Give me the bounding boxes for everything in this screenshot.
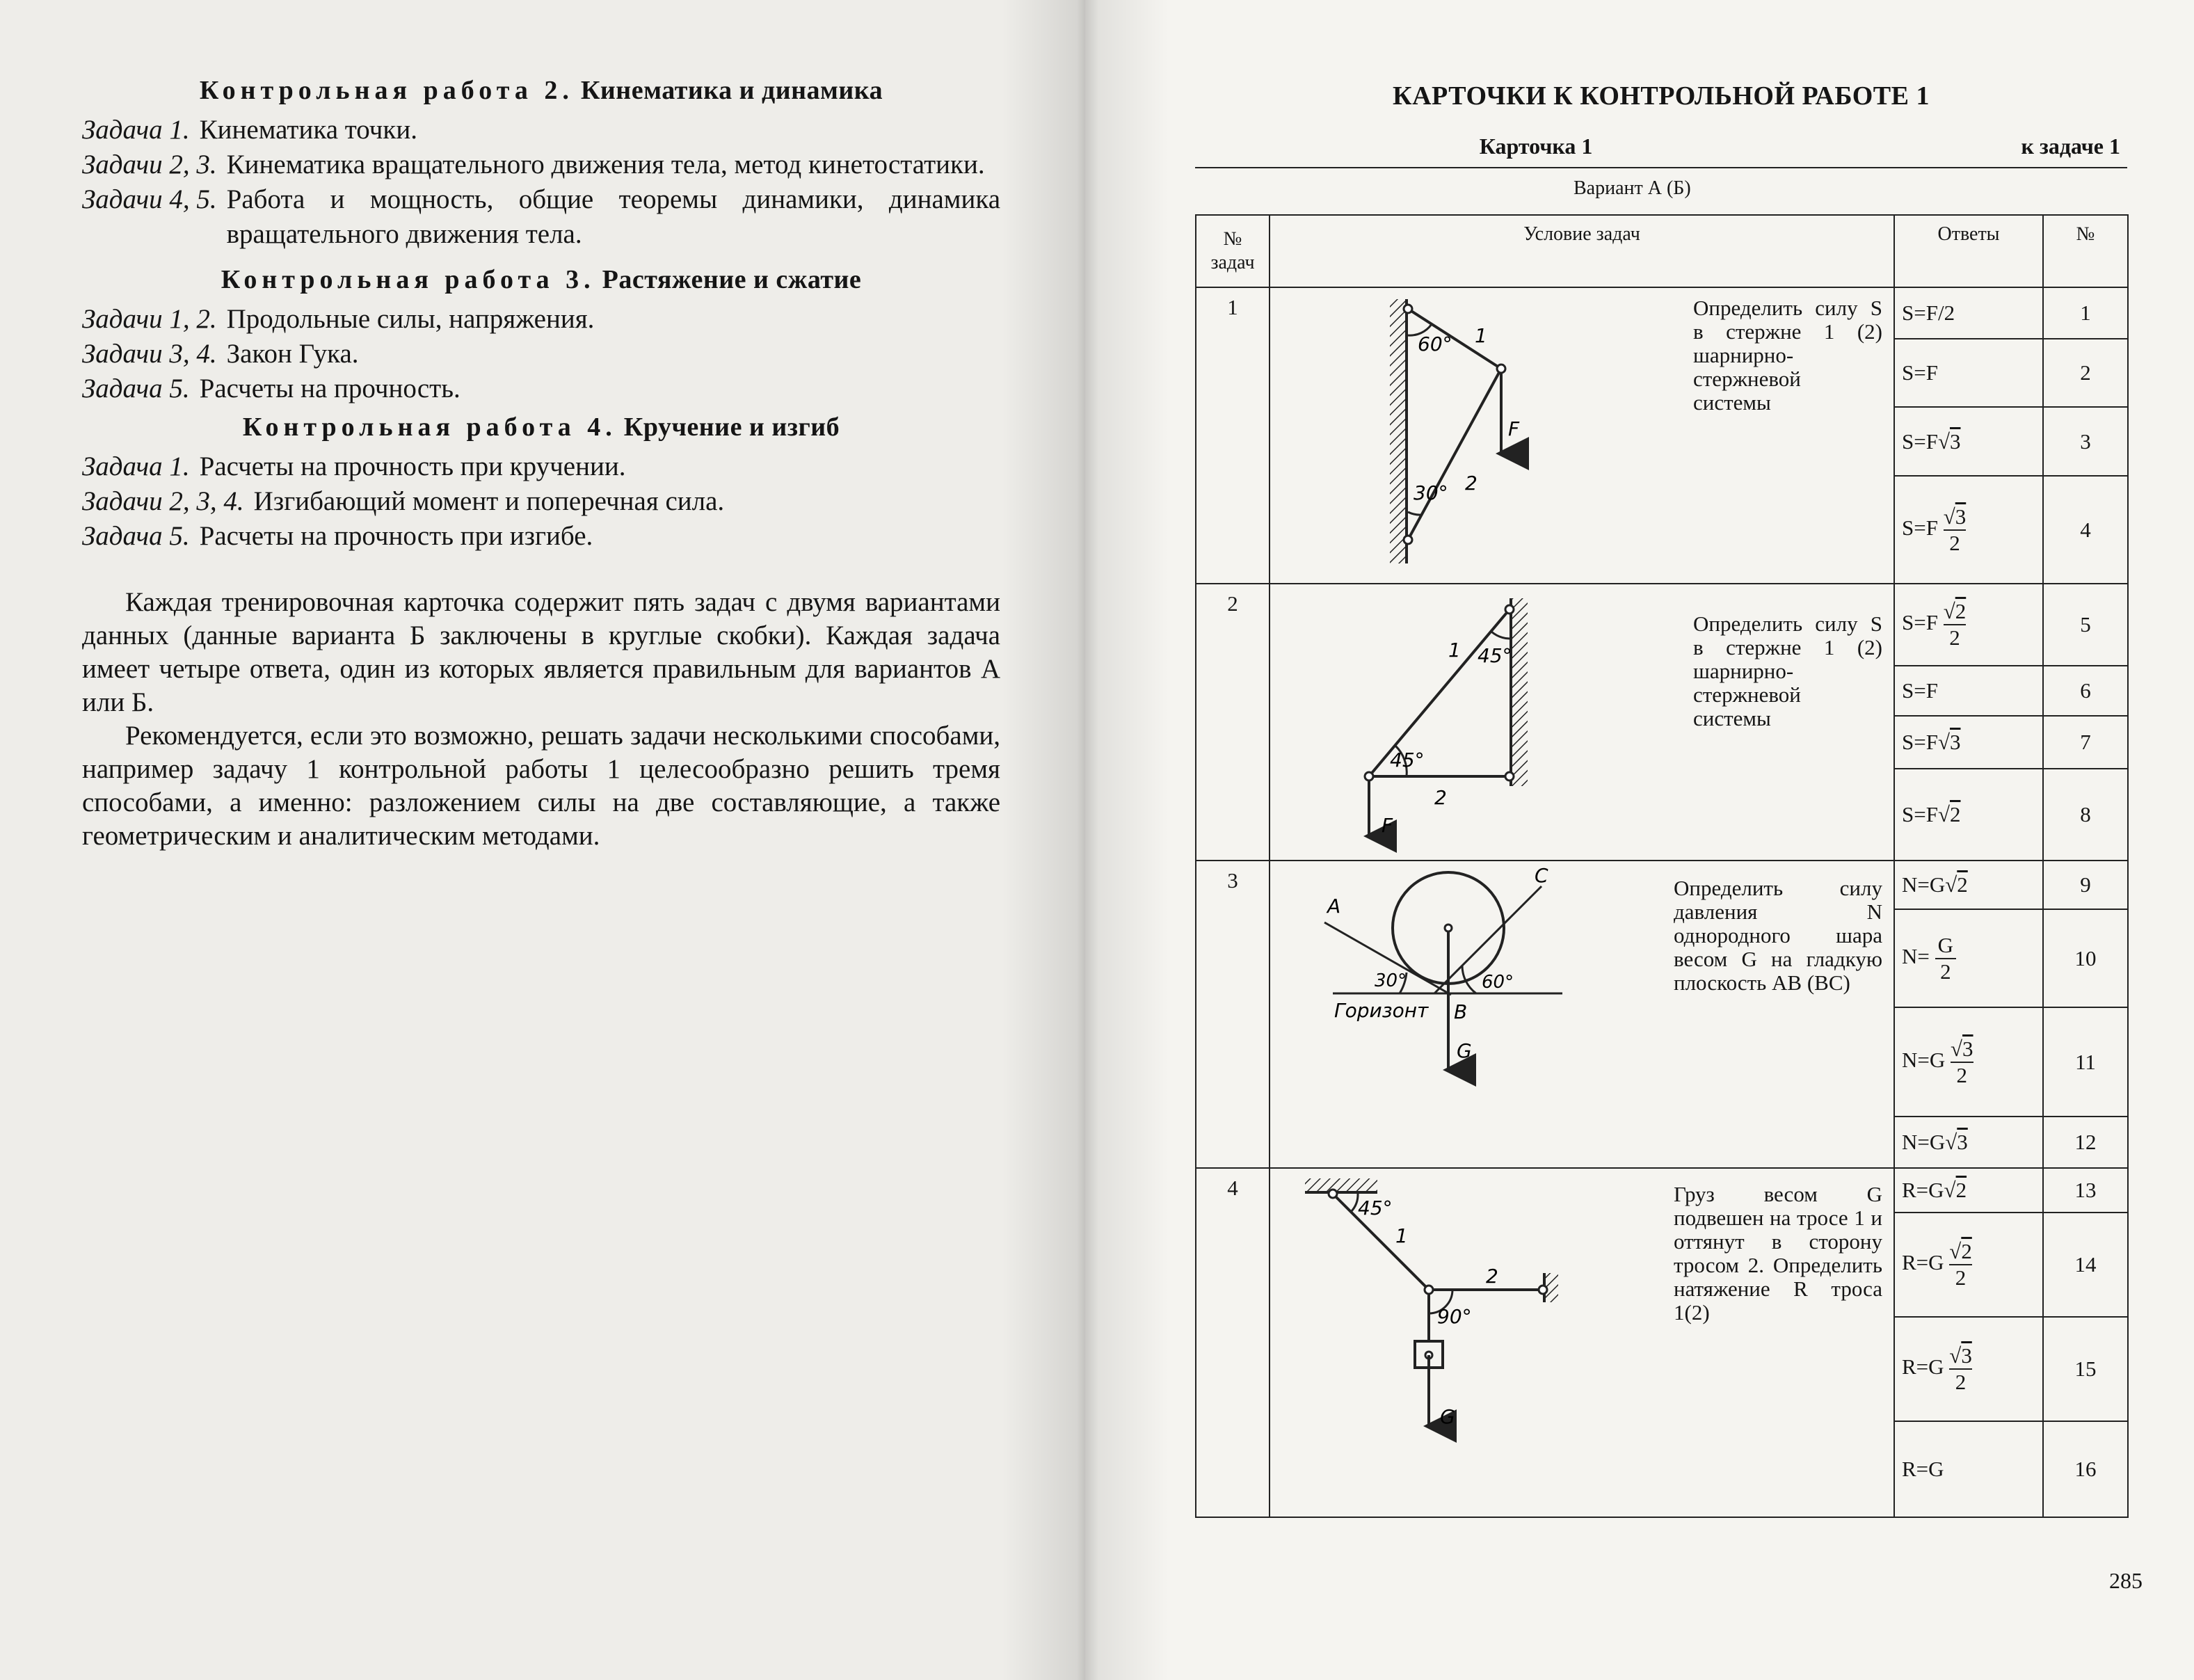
answer-formula: S=F	[1902, 678, 1938, 703]
task-label: Задача 1.	[82, 115, 190, 145]
intro-paragraph: Каждая тренировочная карточка содержит пять задач с двумя вариантами данных (данные варианта Б заключены в круглые скобки). Каждая задача имеет четыре ответа, один из которых является правильным для вариантов А или Б.	[82, 587, 1000, 717]
table-row	[1196, 287, 2128, 339]
task-text: Работа и мощность, общие теоремы динамики, динамика вращательного движения тела.	[226, 184, 1000, 249]
answer-number: 12	[2043, 1117, 2128, 1168]
answer-formula: S=F/2	[1902, 300, 1955, 325]
wall-hatch	[1512, 598, 1528, 786]
answer-number: 5	[2043, 584, 2128, 666]
task-text: Расчеты на прочность при кручении.	[199, 451, 626, 481]
hinge	[1505, 772, 1514, 781]
answer-number: 16	[2043, 1421, 2128, 1517]
fraction	[1949, 1343, 1972, 1395]
answer-number: 15	[2043, 1317, 2128, 1421]
answer-formula: R=G	[1902, 1354, 1944, 1379]
denominator: 2	[1949, 530, 1960, 555]
answer-cell	[1894, 1317, 2043, 1421]
sqrt-sign: √	[1949, 1343, 1962, 1368]
task-text: Закон Гука.	[226, 339, 359, 369]
rod-1-label: 1	[1475, 324, 1487, 347]
task-condition-text: Определить силу S в стержне 1 (2) шарнирно-стержневой системы	[1693, 611, 1882, 730]
fraction	[1951, 1037, 1973, 1088]
ceiling-hatch	[1305, 1178, 1377, 1191]
list-item	[82, 449, 1000, 484]
task-condition	[1270, 1168, 1894, 1517]
answer-formula: R=G	[1902, 1178, 1944, 1202]
answer-cell	[1894, 1007, 2043, 1116]
radicand: 3	[1955, 504, 1967, 529]
task-label: Задачи 2, 3.	[82, 150, 217, 179]
answer-number: 7	[2043, 716, 2128, 769]
answer-formula: R=G	[1902, 1250, 1944, 1275]
radicand: 3	[1961, 1343, 1972, 1368]
task-label: Задачи 3, 4.	[82, 339, 217, 369]
table-row	[1196, 1168, 2128, 1213]
answer-cell	[1894, 287, 2043, 339]
angle-right-label: 60°	[1482, 972, 1514, 993]
sqrt-sign: √	[1944, 1178, 1956, 1202]
answer-formula: N=	[1902, 943, 1930, 968]
task-condition	[1270, 584, 1894, 861]
task-condition	[1270, 861, 1894, 1168]
rod-1-label: 1	[1448, 639, 1461, 662]
horizon-label: Горизонт	[1334, 999, 1429, 1022]
list-item	[82, 147, 1000, 182]
cards-section	[1195, 77, 2127, 1518]
sqrt-sign: √	[1937, 429, 1950, 454]
wall-hatch	[1390, 299, 1405, 563]
task-label: Задачи 4, 5.	[82, 184, 217, 214]
answer-number: 3	[2043, 407, 2128, 476]
numerator: G	[1935, 933, 1956, 959]
fraction	[1944, 504, 1967, 556]
column-header-answers: Ответы	[1894, 215, 2043, 287]
cards-heading: КАРТОЧКИ К КОНТРОЛЬНОЙ РАБОТЕ 1	[1393, 81, 1930, 111]
point-c-label: C	[1535, 864, 1548, 887]
angle-arc	[1491, 632, 1510, 639]
kr3-task-list	[82, 302, 1000, 406]
task-text: Расчеты на прочность при изгибе.	[199, 521, 593, 551]
answer-formula: S=F	[1902, 360, 1938, 385]
table-row	[1196, 584, 2128, 666]
answer-number: 6	[2043, 666, 2128, 716]
task-text: Продольные силы, напряжения.	[226, 304, 595, 334]
sqrt-sign: √	[1945, 1129, 1957, 1154]
kr3-heading-topic: Растяжение и сжатие	[602, 265, 862, 294]
radicand: 3	[1957, 1129, 1968, 1154]
task-number: 1	[1196, 287, 1270, 584]
kr2-heading-topic: Кинематика и динамика	[580, 76, 883, 105]
kr3-heading	[82, 264, 1000, 295]
fraction	[1935, 933, 1956, 984]
radicand: 2	[1961, 1239, 1972, 1263]
list-item	[82, 302, 1000, 337]
task-text: Изгибающий момент и поперечная сила.	[253, 486, 725, 516]
answer-number: 1	[2043, 287, 2128, 339]
answer-formula: S=F	[1902, 730, 1938, 754]
angle-mid-label: 90°	[1437, 1305, 1472, 1328]
rope-2-label: 2	[1486, 1265, 1498, 1288]
denominator: 2	[1955, 1265, 1967, 1290]
header-no-symbol: №	[1223, 228, 1242, 250]
card-title: Карточка 1	[1479, 134, 1593, 159]
radicand: 3	[1949, 730, 1961, 754]
column-header-task-no	[1196, 215, 1270, 287]
answer-number: 8	[2043, 769, 2128, 861]
answer-cell	[1894, 407, 2043, 476]
list-item	[82, 182, 1000, 252]
answer-cell	[1894, 476, 2043, 584]
sphere-center	[1445, 925, 1452, 931]
answer-cell	[1894, 666, 2043, 716]
task-text: Расчеты на прочность.	[199, 374, 461, 403]
answer-cell	[1894, 339, 2043, 408]
list-item	[82, 484, 1000, 519]
answer-cell	[1894, 1213, 2043, 1317]
weight-label: G	[1457, 1039, 1472, 1062]
answer-formula: S=F	[1902, 429, 1938, 454]
rod-2-label: 2	[1465, 472, 1478, 495]
answer-cell	[1894, 1117, 2043, 1168]
answer-formula: S=F	[1902, 802, 1938, 826]
left-page	[0, 0, 1085, 1680]
denominator: 2	[1955, 1370, 1967, 1394]
list-item	[82, 113, 1000, 147]
answer-formula: S=F	[1902, 610, 1938, 635]
task-label: Задача 5.	[82, 521, 190, 551]
answer-formula: N=G	[1902, 872, 1946, 897]
task-number: 4	[1196, 1168, 1270, 1517]
header-tasks-word: задач	[1210, 252, 1255, 273]
fraction	[1949, 1239, 1972, 1290]
point-b-label: B	[1454, 1000, 1468, 1023]
answer-cell	[1894, 1168, 2043, 1213]
rod-2-label: 2	[1434, 786, 1447, 809]
hinge	[1505, 605, 1514, 614]
sqrt-sign: √	[1945, 872, 1957, 897]
denominator: 2	[1949, 625, 1960, 650]
rope-1-label: 1	[1395, 1224, 1408, 1247]
table-header-row	[1196, 215, 2128, 287]
hinge	[1329, 1190, 1337, 1198]
force-label: F	[1382, 814, 1393, 837]
answer-cell	[1894, 716, 2043, 769]
kr3-heading-label: Контрольная работа 3.	[221, 265, 595, 294]
answer-cell	[1894, 909, 2043, 1008]
kr4-heading	[82, 412, 1000, 442]
answer-number: 10	[2043, 909, 2128, 1008]
column-header-answer-no: №	[2043, 215, 2128, 287]
task-text: Кинематика вращательного движения тела, метод кинетостатики.	[226, 150, 985, 179]
left-page-content	[82, 75, 1000, 853]
radicand: 2	[1955, 599, 1967, 623]
card-header	[1195, 125, 2127, 167]
task-number: 2	[1196, 584, 1270, 861]
variant-label: Вариант А (Б)	[1574, 177, 1691, 199]
answers-table	[1195, 214, 2129, 1518]
kr2-heading-label: Контрольная работа 2.	[199, 76, 574, 105]
sqrt-sign: √	[1937, 802, 1950, 826]
task-label: Задача 5.	[82, 374, 190, 403]
task-label: Задачи 2, 3, 4.	[82, 486, 244, 516]
sqrt-sign: √	[1937, 730, 1950, 754]
angle-top-label: 45°	[1358, 1197, 1393, 1219]
force-label: F	[1508, 417, 1520, 440]
answer-formula: N=G	[1902, 1129, 1946, 1154]
sqrt-sign: √	[1951, 1036, 1963, 1061]
sqrt-sign: √	[1943, 504, 1955, 529]
task-label: Задача 1.	[82, 451, 190, 481]
angle-left-label: 30°	[1375, 970, 1407, 991]
answer-cell	[1894, 769, 2043, 861]
answer-number: 4	[2043, 476, 2128, 584]
list-item	[82, 371, 1000, 406]
task-label: Задачи 1, 2.	[82, 304, 217, 334]
answer-formula: S=F	[1902, 515, 1938, 540]
hinge	[1497, 365, 1505, 373]
table-row	[1196, 861, 2128, 909]
angle-bottom-label: 30°	[1414, 481, 1448, 504]
radicand: 2	[1955, 1178, 1967, 1202]
answer-cell	[1894, 1421, 2043, 1517]
angle-top-label: 45°	[1478, 644, 1512, 667]
answer-cell	[1894, 861, 2043, 909]
answer-number: 2	[2043, 339, 2128, 408]
angle-bottom-label: 45°	[1390, 749, 1425, 771]
book-gutter-shadow	[1002, 0, 1169, 1680]
angle-top-label: 60°	[1418, 333, 1452, 355]
denominator: 2	[1940, 959, 1951, 984]
denominator: 2	[1956, 1062, 1968, 1087]
hinge	[1539, 1286, 1547, 1294]
list-item	[82, 337, 1000, 371]
point-a-label: A	[1327, 895, 1341, 918]
sqrt-sign: √	[1943, 599, 1955, 623]
page-number: 285	[2109, 1568, 2143, 1593]
task-condition	[1270, 287, 1894, 584]
answer-number: 14	[2043, 1213, 2128, 1317]
task-condition-text: Определить силу S в стержне 1 (2) шарнирно-стержневой системы	[1693, 296, 1882, 415]
rod-2	[1408, 369, 1501, 540]
kr4-task-list	[82, 449, 1000, 554]
answer-number: 11	[2043, 1007, 2128, 1116]
weight-label: G	[1440, 1405, 1455, 1428]
task-condition-text: Груз весом G подвешен на тросе 1 и оттянут в сторону тросом 2. Определить натяжение R троса 1(2)	[1674, 1182, 1882, 1325]
list-item	[82, 519, 1000, 554]
sqrt-sign: √	[1949, 1239, 1962, 1263]
answer-number: 13	[2043, 1168, 2128, 1213]
answer-formula: N=G	[1902, 1047, 1946, 1072]
radicand: 2	[1949, 802, 1961, 826]
fraction	[1944, 599, 1967, 650]
radicand: 3	[1962, 1036, 1973, 1061]
card-reference: к задаче 1	[2021, 134, 2120, 159]
column-header-condition: Условие задач	[1270, 215, 1894, 287]
kr2-task-list	[82, 113, 1000, 252]
answer-number: 9	[2043, 861, 2128, 909]
kr2-heading	[82, 75, 1000, 106]
hinge	[1404, 536, 1412, 544]
radicand: 2	[1957, 872, 1968, 897]
angle-arc	[1408, 512, 1422, 515]
hinge	[1425, 1286, 1433, 1294]
hinge	[1404, 305, 1412, 313]
recommendation-paragraph: Рекомендуется, если это возможно, решать задачи несколькими способами, например задачу 1 контрольной работы 1 целесообразно решить тремя способами, а именно: разложением силы на две составляющие, а также геометрическим и аналитическим методами.	[82, 721, 1000, 851]
answer-cell	[1894, 584, 2043, 666]
answer-formula: R=G	[1902, 1457, 1944, 1481]
task-text: Кинематика точки.	[199, 115, 417, 145]
radicand: 3	[1949, 429, 1961, 454]
kr4-heading-label: Контрольная работа 4.	[242, 413, 617, 442]
angle-arc	[1351, 1194, 1358, 1212]
kr4-heading-topic: Кручение и изгиб	[623, 413, 840, 442]
task-condition-text: Определить силу давления N однородного шара весом G на гладкую плоскость AB (BC)	[1674, 876, 1882, 995]
hinge	[1365, 772, 1373, 781]
task-number: 3	[1196, 861, 1270, 1168]
